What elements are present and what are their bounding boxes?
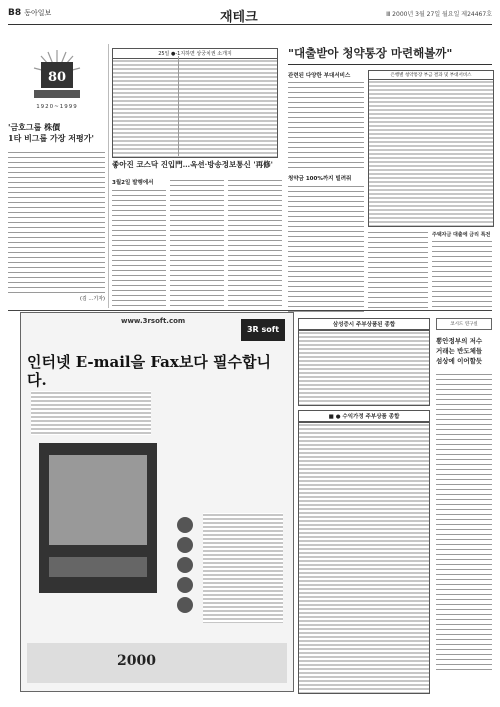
column-label-box: 코시드 연구실: [436, 318, 492, 330]
lower-table-1: [298, 330, 430, 406]
right-article-body-4: [432, 239, 492, 309]
ad-footer-banner: [27, 643, 287, 683]
left-article: [8, 122, 105, 306]
ad-feature-list: [31, 391, 151, 435]
center-body-2: [170, 178, 224, 306]
ad-brand-logo: 3R soft: [241, 319, 285, 341]
right-article: [288, 70, 364, 308]
circle-icon: [177, 537, 193, 553]
top-table-title: 25일 ●-1지하면 상궁치권 소개지: [113, 49, 277, 59]
right-subhead-2: 청약금 100%까지 빌려줘: [288, 176, 352, 182]
circle-icon: [177, 557, 193, 573]
headline-rule: [288, 64, 492, 65]
center-headline: 좋아진 코스닥 진입門…옥션·방송정보통신 '再修': [112, 160, 273, 169]
issue-date: Ⅲ 2000년 3월 27일 월요일 제24467호: [386, 11, 492, 18]
ad-product-name: 2000: [117, 653, 156, 669]
lower-table-area: [298, 318, 430, 690]
ad-description: [203, 513, 283, 623]
lower-table-title-1: 삼성증시 주부상품된 종합: [298, 318, 430, 330]
advertisement: [20, 312, 294, 692]
bank-table: [368, 70, 494, 227]
anniversary-logo: [28, 48, 86, 108]
ad-circle-icons: [177, 513, 197, 617]
ad-product-box: [39, 443, 157, 593]
bank-table-body: [369, 80, 493, 226]
right-article-body-3: [368, 230, 428, 308]
circle-icon: [177, 517, 193, 533]
ad-headline: 인터넷 E-mail을 Fax보다 필수합니다.: [27, 353, 271, 389]
right-lower-headline-3: 섬상에 이어할듯: [436, 357, 483, 365]
left-headline-2: 1타 비그룹 가장 저평가': [8, 133, 94, 143]
center-body-1: [112, 188, 166, 306]
page-number: B8 동아일보: [8, 8, 52, 18]
left-byline: (김 …기자): [80, 296, 105, 302]
lower-table-title-2: ■ ● 수익가정 주부상품 종합: [298, 410, 430, 422]
right-subhead-1: 관련된 다양한 부대서비스: [288, 73, 351, 79]
circle-icon: [177, 597, 193, 613]
center-body-3: [228, 178, 282, 306]
svg-text:80: 80: [47, 70, 67, 85]
left-headline-1: '금호그룹 株價: [8, 122, 61, 132]
right-lower-body: [436, 372, 492, 672]
center-article: [112, 178, 284, 308]
bank-table-title: 은행별 청약통장 부금 결과 및 부대서비스: [369, 71, 493, 80]
lower-table-2: [298, 422, 430, 694]
logo-emblem-icon: [28, 48, 86, 100]
ad-url: www.3rsoft.com: [121, 317, 186, 325]
right-article-body-2: [288, 184, 364, 312]
right-lower-headline-2: 거래는 반도체들: [436, 347, 483, 355]
right-headline: "대출받아 청약통장 마련해볼까": [288, 46, 453, 60]
right-lower-column: [436, 318, 492, 690]
top-data-table-2: [178, 56, 277, 156]
right-lower-headline-1: 뽕안정부의 저수: [436, 337, 483, 345]
column-divider: [108, 44, 109, 308]
circle-icon: [177, 577, 193, 593]
center-subhead: 3월2일 발행에서: [112, 180, 154, 186]
page-header: [8, 6, 492, 25]
logo-caption: 1920~1999: [36, 104, 78, 110]
right-article-body-1: [288, 80, 364, 172]
right-article-continued: [368, 230, 492, 308]
section-title: 재테크: [220, 10, 258, 25]
section-rule: [8, 310, 492, 311]
right-subhead-3: 주택자금 대출에 금리 특전: [432, 232, 491, 238]
left-article-body: [8, 150, 105, 295]
